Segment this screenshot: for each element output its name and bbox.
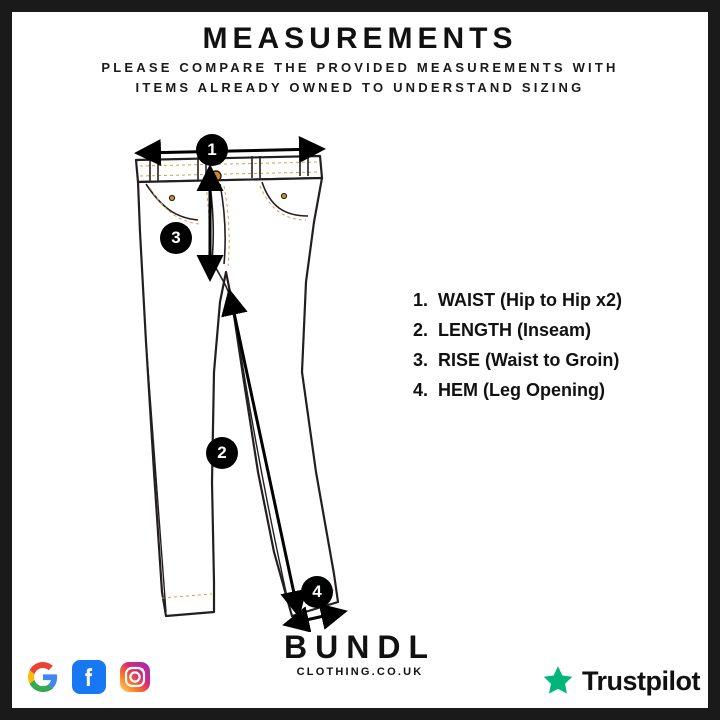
legend-label-2: LENGTH (Inseam) (438, 320, 592, 340)
legend-number-1: 1. (412, 290, 428, 310)
jeans-diagram (102, 112, 402, 632)
legend-number-3: 3. (412, 350, 428, 370)
trustpilot-label: Trustpilot (582, 665, 700, 696)
legend-item-hem (402, 380, 692, 401)
brand-domain: CLOTHING.CO.UK (296, 666, 424, 678)
google-link[interactable] (26, 660, 60, 694)
legend-number-2: 2. (412, 320, 428, 340)
trustpilot-star-icon (541, 664, 575, 698)
legend-item-length (402, 320, 692, 341)
legend-label-4: HEM (Leg Opening) (438, 380, 605, 400)
instagram-link[interactable] (118, 660, 152, 694)
page-inner (12, 12, 708, 708)
google-icon (28, 662, 58, 692)
brand-name: BUNDL (284, 629, 436, 665)
brand-logo (260, 630, 460, 678)
trustpilot-badge[interactable] (541, 664, 700, 698)
page-subtitle (12, 58, 708, 98)
jeans-technical-drawing-svg (102, 112, 402, 632)
marker-badge-2: 2 (206, 437, 238, 469)
social-links (26, 660, 152, 694)
legend-item-waist (402, 290, 692, 311)
facebook-icon (77, 665, 101, 689)
legend-label-1: WAIST (Hip to Hip x2) (438, 290, 622, 310)
legend-label-3: RISE (Waist to Groin) (438, 350, 620, 370)
facebook-link[interactable] (72, 660, 106, 694)
legend-item-rise (402, 350, 692, 371)
marker-badge-1: 1 (196, 134, 228, 166)
measurement-legend (402, 290, 692, 410)
subtitle-line-1: PLEASE COMPARE THE PROVIDED MEASUREMENTS WITH (101, 60, 619, 75)
legend-number-4: 4. (412, 380, 428, 400)
page-title: MEASUREMENTS (202, 22, 518, 55)
marker-badge-4: 4 (301, 576, 333, 608)
instagram-icon (119, 661, 151, 693)
subtitle-line-2: ITEMS ALREADY OWNED TO UNDERSTAND SIZING (135, 80, 585, 95)
marker-badge-3: 3 (160, 222, 192, 254)
